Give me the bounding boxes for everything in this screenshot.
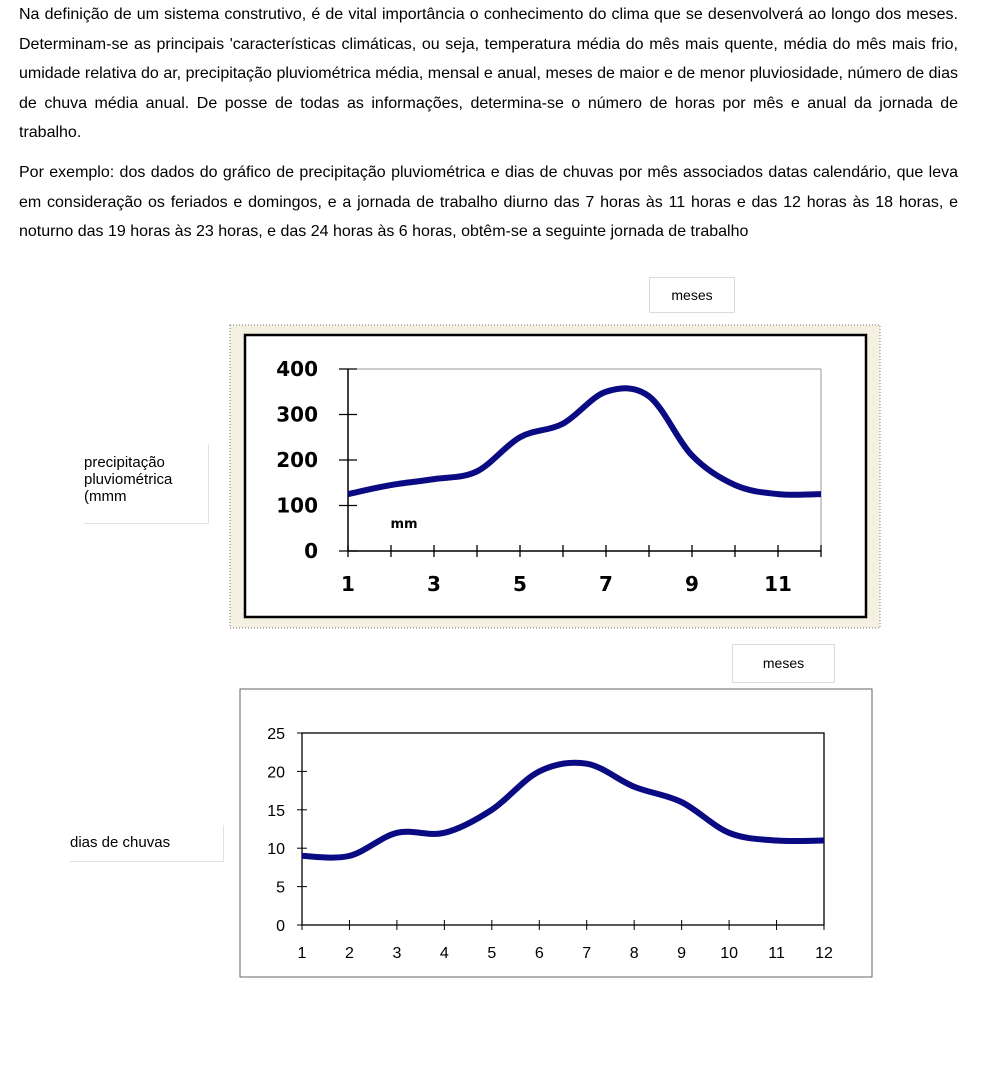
chart2-x-tick-label: 1 bbox=[297, 945, 307, 962]
chart2-x-tick-label: 12 bbox=[815, 945, 833, 962]
chart1-x-tick-label: 1 bbox=[341, 572, 355, 596]
chart1-x-tick-label: 11 bbox=[764, 572, 792, 596]
chart1-y-tick-label: 400 bbox=[276, 357, 318, 381]
chart1-x-tick-label: 5 bbox=[513, 572, 527, 596]
chart1-y-axis-label: precipitação pluviométrica (mmm bbox=[84, 444, 209, 524]
chart1-y-tick-label: 200 bbox=[276, 448, 318, 472]
chart1-x-tick-label: 7 bbox=[599, 572, 613, 596]
chart2-x-tick-label: 10 bbox=[720, 945, 738, 962]
chart2-x-tick-label: 7 bbox=[582, 945, 592, 962]
chart2-y-tick-label: 15 bbox=[267, 802, 285, 820]
chart2-x-tick-label: 2 bbox=[345, 945, 354, 962]
chart1-x-axis-label: meses bbox=[649, 277, 735, 313]
chart2-x-tick-label: 5 bbox=[487, 945, 497, 962]
chart1-y-tick-label: 100 bbox=[276, 493, 318, 518]
chart2-x-tick-label: 9 bbox=[677, 945, 687, 962]
chart1-x-tick-label: 3 bbox=[427, 572, 441, 596]
intro-paragraph: Na definição de um sistema construtivo, é de vital importância o conhecimento do clima que se desenvolverá ao longo dos meses. Determinam-se as principais 'características climáticas, ou seja, temperatura média do mês mais quente, média do mês mais frio, umidade relativa do ar, precipitação pluviométrica média, mensal e anual, meses de maior e de menor pluviosidade, número de dias de chuva média anual. De posse de todas as informações, determina-se o número de horas por mês e anual da jornada de trabalho. bbox=[19, 6, 958, 141]
chart2-outer-frame bbox=[240, 689, 872, 977]
chart1-y-tick-label: 0 bbox=[304, 539, 318, 563]
chart2-x-axis-label: meses bbox=[732, 644, 835, 683]
chart2-x-tick-label: 11 bbox=[768, 945, 785, 962]
chart2-y-tick-label: 0 bbox=[276, 918, 285, 935]
chart1-x-tick-label: 9 bbox=[685, 572, 699, 596]
chart1-y-tick-label: 300 bbox=[276, 402, 318, 427]
chart2-x-tick-label: 8 bbox=[629, 945, 639, 962]
chart2-y-tick-label: 20 bbox=[267, 764, 285, 782]
chart2-x-tick-label: 6 bbox=[534, 945, 544, 962]
chart2-x-tick-label: 4 bbox=[439, 945, 449, 962]
chart2-y-axis-label: dias de chuvas bbox=[70, 825, 224, 862]
example-paragraph: Por exemplo: dos dados do gráfico de precipitação pluviométrica e dias de chuvas por mês associados datas calendário, que leva em consideração os feriados e domingos, e a jornada de trabalho diurno das 7 horas às 11 horas e das 12 horas às 18 horas, e noturno das 19 horas às 23 horas, e das 24 horas às 6 horas, obtêm-se a seguinte jornada de trabalho bbox=[19, 164, 958, 240]
chart2-x-tick-label: 3 bbox=[392, 945, 402, 962]
chart2-y-tick-label: 5 bbox=[276, 879, 285, 897]
chart1-unit-annotation: mm bbox=[390, 517, 418, 532]
chart2-y-tick-label: 25 bbox=[267, 726, 285, 743]
chart2-y-tick-label: 10 bbox=[267, 841, 285, 859]
